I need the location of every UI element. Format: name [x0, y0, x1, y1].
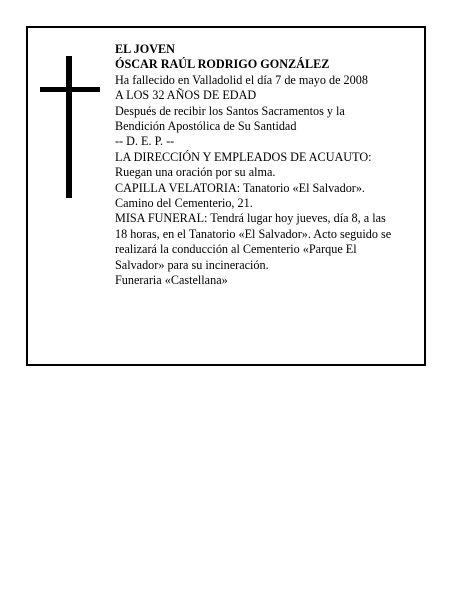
mass-line-1: MISA FUNERAL: Tendrá lugar hoy jueves, día 8, a las	[115, 211, 386, 226]
rest-in-peace: -- D. E. P. --	[115, 134, 175, 149]
notice-text-block	[115, 42, 431, 289]
age-statement: A LOS 32 AÑOS DE EDAD	[115, 88, 257, 103]
funeral-home: Funeraria «Castellana»	[115, 273, 228, 288]
deceased-name: ÓSCAR RAÚL RODRIGO GONZÁLEZ	[115, 57, 330, 72]
chapel-line-2: Camino del Cementerio, 21.	[115, 196, 253, 211]
notice-heading: EL JOVEN	[115, 42, 175, 56]
mass-line-3: realizará la conducción al Cementerio «Parque El	[115, 242, 357, 257]
sacraments-line-2: Bendición Apostólica de Su Santidad	[115, 119, 297, 134]
death-statement: Ha fallecido en Valladolid el día 7 de mayo de 2008	[115, 72, 368, 87]
prayer-request: Ruegan una oración por su alma.	[115, 165, 276, 180]
mass-line-4: Salvador» para su incineración.	[115, 257, 269, 272]
chapel-line-1: CAPILLA VELATORIA: Tanatorio «El Salvador».	[115, 180, 365, 195]
mass-line-2: 18 horas, en el Tanatorio «El Salvador». Acto seguido se	[115, 226, 392, 241]
cross-horizontal-bar	[40, 87, 100, 92]
cross-icon	[40, 56, 100, 198]
sacraments-line-1: Después de recibir los Santos Sacramentos y la	[115, 103, 345, 118]
company-line: LA DIRECCIÓN Y EMPLEADOS DE ACUAUTO:	[115, 149, 372, 164]
obituary-notice	[26, 26, 426, 366]
cross-vertical-bar	[66, 56, 72, 198]
